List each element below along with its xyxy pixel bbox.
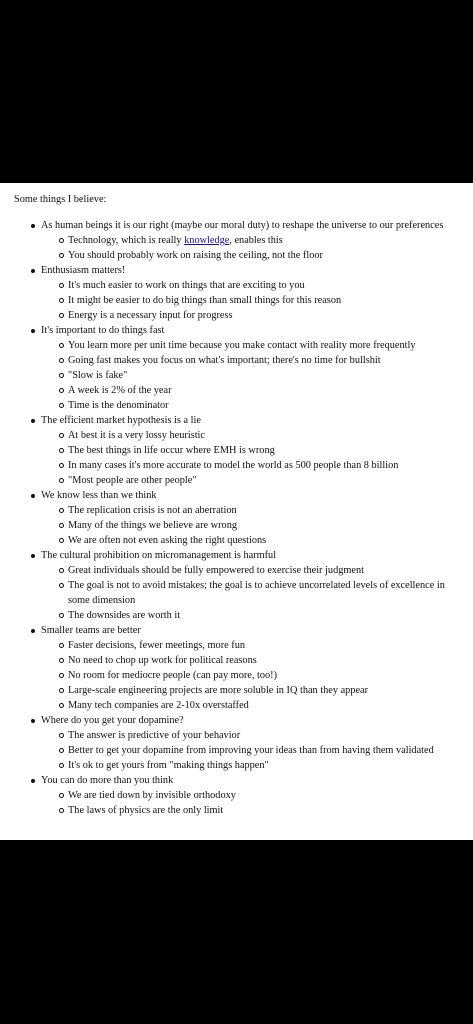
sub-list-item: No need to chop up work for political reasons [68,653,461,668]
sub-list [41,563,461,623]
sub-list-item: The replication crisis is not an aberration [68,503,461,518]
sub-list-item: We are tied down by invisible orthodoxy [68,788,461,803]
sub-item-text-pre: Technology, which is really [68,235,185,246]
sub-list [41,728,461,773]
knowledge-link[interactable]: knowledge [184,235,230,246]
list-item-text: It's important to do things fast [41,325,165,336]
list-item-text: As human beings it is our right (maybe our moral duty) to reshape the universe to our preferences [41,220,444,231]
sub-list-item: The laws of physics are the only limit [68,803,461,818]
sub-item-text-post: , enables this [229,235,283,246]
sub-list-item: Large-scale engineering projects are more soluble in IQ than they appear [68,683,461,698]
list-item-text: The cultural prohibition on micromanagement is harmful [41,550,277,561]
sub-list-item: You should probably work on raising the ceiling, not the floor [68,248,461,263]
sub-list-item: No room for mediocre people (can pay more, too!) [68,668,461,683]
sub-list-item: "Slow is fake" [68,368,461,383]
sub-list [41,278,461,323]
list-item [41,548,461,623]
sub-list-item: Many tech companies are 2-10x overstaffed [68,698,461,713]
list-item-text: You can do more than you think [41,775,174,786]
sub-list-item: The downsides are worth it [68,608,461,623]
sub-list-item [68,233,461,248]
list-item [41,623,461,713]
sub-list-item: It might be easier to do big things than small things for this reason [68,293,461,308]
list-item [41,488,461,548]
sub-list-item: Better to get your dopamine from improving your ideas than from having them validated [68,743,461,758]
sub-list [41,233,461,263]
sub-list [41,503,461,548]
list-item [41,773,461,818]
intro-text: Some things I believe: [14,194,107,205]
sub-list-item: The answer is predictive of your behavior [68,728,461,743]
sub-list-item: "Most people are other people" [68,473,461,488]
list-item-text: The efficient market hypothesis is a lie [41,415,201,426]
list-item [41,218,461,263]
list-item-text: Smaller teams are better [41,625,141,636]
sub-list [41,788,461,818]
sub-list [41,338,461,413]
list-item [41,263,461,323]
sub-list [41,428,461,488]
beliefs-list [14,218,461,818]
list-item-text: We know less than we think [41,490,157,501]
sub-list-item: It's ok to get yours from "making things happen" [68,758,461,773]
sub-list-item: The best things in life occur where EMH is wrong [68,443,461,458]
list-item-text: Where do you get your dopamine? [41,715,184,726]
list-item [41,713,461,773]
sub-list-item: We are often not even asking the right questions [68,533,461,548]
list-item [41,323,461,413]
list-item [41,413,461,488]
sub-list-item: A week is 2% of the year [68,383,461,398]
sub-list-item: Faster decisions, fewer meetings, more fun [68,638,461,653]
sub-list-item: You learn more per unit time because you make contact with reality more frequently [68,338,461,353]
sub-list-item: Many of the things we believe are wrong [68,518,461,533]
sub-list-item: Time is the denominator [68,398,461,413]
list-item-text: Enthusiasm matters! [41,265,126,276]
sub-list-item: It's much easier to work on things that are exciting to you [68,278,461,293]
sub-list-item: The goal is not to avoid mistakes; the goal is to achieve uncorrelated levels of excellence in some dimension [68,578,461,608]
document-page [0,183,473,840]
sub-list-item: Great individuals should be fully empowered to exercise their judgment [68,563,461,578]
sub-list [41,638,461,713]
sub-list-item: In many cases it's more accurate to model the world as 500 people than 8 billion [68,458,461,473]
sub-list-item: At best it is a very lossy heuristic [68,428,461,443]
sub-list-item: Energy is a necessary input for progress [68,308,461,323]
sub-list-item: Going fast makes you focus on what's important; there's no time for bullshit [68,353,461,368]
